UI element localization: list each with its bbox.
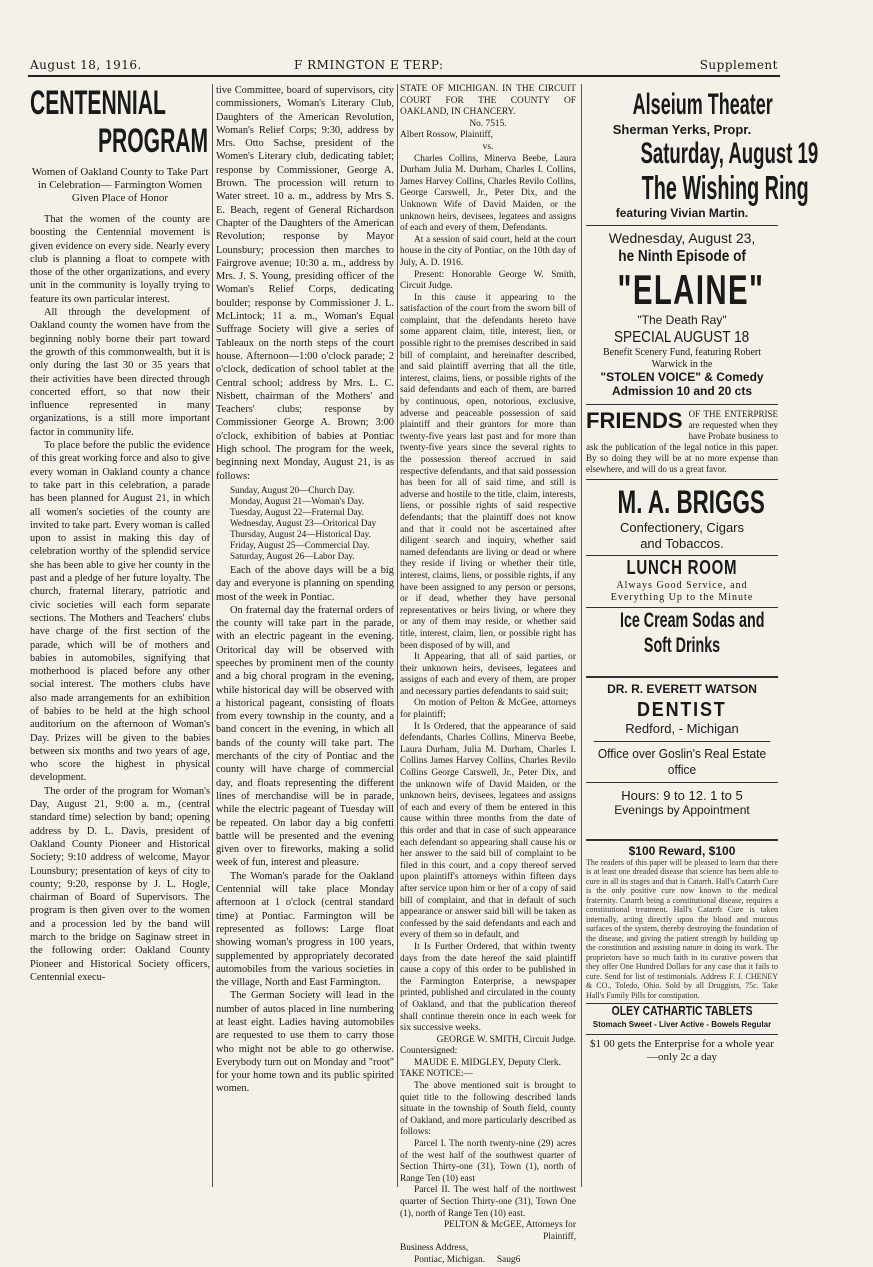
theater-name: Alseium Theater [632,88,773,121]
dentist-hours: Hours: 9 to 12. 1 to 5 [621,787,743,803]
legal-paragraph: In this cause it appearing to the satisfaction of the court from the sworn bill of complaint, that the defendants hereto have some apparent claim, title, interest, lien, or possible right to the premises described in said bill of complaint, and hereinafter described, and said plaintiff averring that all the title, interest, claims, liens, or possible rights of the said defendants and each of them, are barred by continuous, open, notorious, exclusive, adverse and peaceable possession of said plaintiff and their grantors for more than twenty-five years last past and for more than twenty-five years since the several rights to the possession thereof accrued in said respective defendants, and that said possession has been for all of said time, and still is adverse and hostile to the title, claim, interests, liens, or possible rights of said respective defendants; that the plaintiff does not know and that it could not be ascertained after diligent search and inquiry, whether said named defendants are living or dead or where they reside if living or whether their title, interest, claims, liens, or possible rights, if any have been assigned to any person or persons, or if dead, whether they have personal representatives or heirs living, or where they or any of them may reside, or whether said title, interest, claim, lien, or possible right has been disposed of by will, and [400,292,576,651]
legal-paragraph: Present: Honorable George W. Smith, Circuit Judge. [400,269,576,292]
address-city: Pontiac, Michigan. [414,1254,486,1265]
masthead [30,58,778,74]
reward-ad [586,839,778,1034]
article-paragraph: That the women of the county are boosting the Centennial movement is given evidence on every side. Nearly every club is planning a float to compete with those of the other organizations, and every unit in the community is loyally trying to feature its own particular interest. [30,214,210,305]
dentist-name: DR. R. EVERETT WATSON [607,682,757,697]
friends-heading: FRIENDS [586,407,683,433]
subscription-line: $1 00 gets the Enterprise for a whole year—only 2c a day [586,1034,778,1064]
article-paragraph: Each of the above days will be a big day and everyone is planning on spending most of the week in Pontiac. [216,564,394,603]
benefit-line: Benefit Scenery Fund, featuring Robert Warwick in the [602,347,761,371]
schedule-item: Tuesday, August 22—Fraternal Day. [230,506,364,517]
legal-paragraph: On motion of Pelton & McGee, attorneys for plaintiff; [400,698,576,721]
headline-program: PROGRAM [98,122,209,160]
article-subhead: Women of Oakland County to Take Part in Celebration— Farmington Women Given Place of Honor [31,166,209,204]
legal-paragraph: It Is Ordered, that the appearance of said defendants, Charles Collins, Minerva Beebe, Laura Durham, Julia M. Durham, Charles I. Collins James Harvey Collins, Charles Revilo Collins George Carswell, Jr., Peter Dix, and the unknown wife of David Maiden, or the unknown heirs, devisees, legatees and assigns of each and every of them be entered in this cause within three months from the date of this order and that in case of such appearance each defendant so appearing shall cause his or her answer to the said bill of complaint to be filed in this court, and a copy thereof served upon plaintiff's attorneys within fifteen days after service upon him or her of a copy of said bill of complaint, and that in default of such appearance or answer said bill will be taken as confessed by the said defendants and each and every of them so in default, and [400,721,576,941]
column-divider [397,84,398,1187]
stolen-voice-line: "STOLEN VOICE" & Comedy [600,370,764,385]
friends-text: OF THE ENTERPRISE are requested when they have Probate business to ask the publication of the legal notice in this paper. By so doing they will be at no more expense than elsewhere, and will do us a great favor. [586,408,778,474]
legal-paragraph: At a session of said court, held at the court house in the city of Pontiac, on the 10th day of July, A. D. 1916. [400,234,576,268]
attorneys-signature: PELTON & McGEE, Attorneys for Plaintiff, [443,1220,576,1242]
court-caption: STATE OF MICHIGAN. IN THE CIRCUIT COURT FOR THE COUNTY OF OAKLAND, IN CHANCERY. [400,84,576,118]
masthead-rule [28,75,780,77]
briggs-line-2: and Tobaccos. [640,536,724,552]
lunch-room-heading: LUNCH ROOM [626,557,738,580]
parcel-description: Parcel I. The north twenty-nine (29) acres of the west half of the southwest quarter of Section Thirty-one (31), Town (1), north of Range Ten (10) east [400,1139,576,1184]
reward-text: The readers of this paper will be pleased to learn that there is at least one dreaded disease that science has been able to cure in all its stages and that is Catarrh. Hall's Catarrh Cure is the only positive cure now known to the medical fraternity. Catarrh being a constitutional disease, requires a constitutional treatment. Hall's Catarrh Cure is taken internally, acting directly upon the blood and mucous surfaces of the system, thereby destroying the foundation of the disease, and giving the patient strength by building up the constitution and assisting nature in doing its work. The proprietors have so much faith in its curative powers that they offer One Hundred Dollars for any case that it fails to cure. Send for list of testimonials. Address F. J. CHENEY & CO., Toledo, Ohio. Sold by all Druggists, 75c. Take Hall's Family Pills for constipation. [586,857,778,1000]
article-column-1 [30,84,210,1187]
article-paragraph: tive Committee, board of supervisors, city commissioners, Woman's Literary Club, Daughters of the American Revolution, Woman's Relief Corps; 9:30, address by Mrs. Otto Sachse, president of the Women's Literary club, dedicating tablet; response by Commissioner, George A. Brown. The procession will return to Water street. 10 a. m., address by Mrs S. E. Beach, regent of General Richardson Chapter of the Daughters of the American Revolution; response by Mayor Lounsbury; procession then marches to Fairgrove avenue; 10:30 a. m., address by Mrs. J. S. Young, presiding officer of the Woman's Relief Corps, dedicating boulder; response by Commissioner J. L. McLintock; 11 a. m., Woman's Equal Suffrage Society will give a series of Tableaux on the north steps of the court house. Afternoon—1:00 o'clock parade; 2 o'clock, dedication of school tablet at the Central school; address by Mrs. L. C. Nisbett, chairman of the Mothers' and Teachers' clubs; response by Commissioner George A. Brown; 3:00 o'clock, exhibition of babies at Pontiac High school. The program for the week, beginning next Monday, August 21, is as follows: [216,85,394,482]
notice-reference: Saug6 [496,1254,521,1265]
article-paragraph: To place before the public the evidence of this great working force and also to give every woman in Oakland county a chance to take part in this celebration, a parade has been planned for August 21, in which all women's societies of the county are invited to take part. Every woman is called upon to assist in making this day of celebration worthy of the splendid service she has been able to give her county in the past and a pledge of her future loyalty. The church, fraternal literary, patriotic and civic societies will each form separate sections. The Mothers and Teachers' clubs have charge of the first section of the parade, which will be of mothers and babies in automobiles, signifying that motherhood is placed before any other social interest. The mothers clubs have also made arrangements for an exhibition of babies to be held at the high school auditorium on the afternoon of Woman's Day. Prizes will be given to the babies between six months and two years of age, who score the highest in physical development. [30,440,210,784]
clerk-signature: MAUDE E. MIDGLEY, Deputy Clerk. [414,1057,561,1068]
article-paragraph: All through the development of Oakland county the women have from the beginning nobly borne their part toward the growth of this commonwealth, but it is only during the last 30 or 35 years that their activities have been directed through concerted effort, so that now their influence represented in many organizations, is a still more important factor in community life. [30,307,210,438]
advertisements-column [586,84,819,1187]
paper-name: F RMINGTON E TERP: [294,58,444,72]
special-line: SPECIAL AUGUST 18 [614,329,750,347]
column-divider [212,84,213,1187]
dentist-title: DENTIST [637,698,727,721]
ice-cream-line-2: Soft Drinks [643,634,721,658]
parcel-description: Parcel II. The west half of the northwest quarter of Section Thirty-one (31), Town One (1), north of Range Ten (10) east. [400,1185,576,1219]
section-label: Supplement [699,58,778,72]
date-line: Saturday, August 19 [640,137,819,171]
schedule-item: Wednesday, August 23—Oritorical Day [230,517,377,528]
case-number: No. 7515. [469,118,507,129]
week-schedule [230,485,394,562]
business-address [400,1255,576,1267]
briggs-ad [586,479,778,663]
article-paragraph: On fraternal day the fraternal orders of the county will take part in the parade, with an electric pageant in the evening. Oritorical day will be observed with speeches by prominent men of the county and a big choral program in the evening, while historical day will be observed with a historical pageant, consisting of floats from every township in the county, and a band concert in the evening, in which all bands of the county will take part. The merchants of the city of Pontiac and the county will have charge of commercial day, and floats representing the different lines of merchandise will be in parade, while the electric pageant of Tuesday will be repeated. On labor day a big confetti battle will be presented and the evening given over to fireworks, making a solid week of fun, interest and pleasure. [216,604,394,869]
legal-paragraph: It Appearing, that all of said parties, or their unknown heirs, devisees, legatees and assigns of each and every of them, are proper and necessary parties defendants to said suit; [400,652,576,697]
briggs-name: M. A. BRIGGS [617,483,765,520]
reward-heading: $100 Reward, $100 [628,843,736,858]
article-paragraph: The order of the program for Woman's Day, August 21, 9:00 a. m., (central standard time) selection by band; opening address by D. L. Davis, president of Oakland County Pioneer and Historical Society; 9:10 address of welcome, Mayor Lounsbury; presentation of keys of city to county; 9:20, response by J. L. Hogle, chairman of Board of Supervisors. The program is then given over to the women and a procession led by the band will march to the bridge on Saginaw street in the following order: Oakland County Pioneer and Historical Society officers, Centennial execu- [30,785,210,983]
lunch-line-2: Everything Up to the Minute [610,592,754,604]
plaintiff-line: Albert Rossow, Plaintiff, [400,130,493,141]
tablets-heading: OLEY CATHARTIC TABLETS [611,1003,753,1019]
legal-paragraph: The above mentioned suit is brought to quiet title to the following described lands situate in the township of South field, county of Oakland, and more particularly described as follows: [400,1081,576,1138]
defendants-list: Charles Collins, Minerva Beebe, Laura Durham Julia M. Durham, Charles I. Collins, James Harvey Collins, Charles Revilo Collins, George Carswell, Jr., Peter Dix, and the Unknown Wife of David Maiden, or the unknown heirs, devisees, legatees and assigns of each and every of them, Defendants. [400,153,576,234]
ice-cream-line-1: Ice Cream Sodas and [619,609,765,633]
schedule-item: Sunday, August 20—Church Day. [230,484,355,495]
episode-line: he Ninth Episode of [618,247,746,265]
countersigned-label: Countersigned: [400,1046,458,1057]
admission-line: Admission 10 and 20 cts [611,384,753,399]
issue-date: August 18, 1916. [30,58,142,72]
headline-centennial: CENTENNIAL [30,84,166,122]
dentist-evenings: Evenings by Appointment [614,803,750,818]
schedule-item: Saturday, August 26—Labor Day. [230,550,355,561]
dentist-ad [586,676,778,826]
tablets-subline: Stomach Sweet - Liver Active - Bowels Regular [592,1019,772,1029]
schedule-item: Monday, August 21—Woman's Day. [230,495,365,506]
article-column-2 [216,84,394,1187]
theater-owner: Sherman Yerks, Propr. [612,122,752,137]
take-notice: TAKE NOTICE:— [400,1069,473,1080]
friends-notice [586,404,778,479]
judge-signature: GEORGE W. SMITH, Circuit Judge. [436,1034,576,1045]
article-paragraph: The Woman's parade for the Oakland Centennial will take place Monday afternoon at 1 o'clock (central standard time) at Pontiac. Farmington will be represented as follows: Large float showing woman's progress in 100 years, supplemented by appropriately decorated automobiles from the various societies in the village, North and East Farmington. [216,870,394,989]
theater-ad [586,84,819,404]
dentist-office: Office over Goslin's Real Estate office [594,741,771,778]
legal-paragraph: It Is Further Ordered, that within twenty days from the date hereof the said plaintiff cause a copy of this order to be published in the Farmington Enterprise, a newspaper printed, published and circulated in the county of Oakland, and that the publication thereof shall continue therein once in each week for six successive weeks. [400,941,576,1034]
article-paragraph: The German Society will lead in the number of autos placed in line numbering at least eight. Ladies having automobiles are requested to use them to carry those who might not be able to go otherwise. Everybody turn out on Monday and "root" for your home town and its public spirited women. [216,990,394,1095]
column-divider [581,84,582,1187]
serial-title: "ELAINE" [617,265,765,313]
serial-subtitle: "The Death Ray" [637,312,727,327]
schedule-item: Thursday, August 24—Historical Day. [230,528,371,539]
dentist-location: Redford, - Michigan [625,720,739,736]
lunch-line-1: Always Good Service, and [616,580,748,592]
film-title: The Wishing Ring [641,169,809,207]
schedule-item: Friday, August 25—Commercial Day. [230,539,370,550]
versus: vs. [482,141,494,152]
legal-notice-column [400,84,576,1265]
business-address-label: Business Address, [400,1243,469,1254]
wednesday-line: Wednesday, August 23, [608,229,756,246]
briggs-line-1: Confectionery, Cigars [619,519,745,535]
film-featuring: featuring Vivian Martin. [615,206,749,221]
